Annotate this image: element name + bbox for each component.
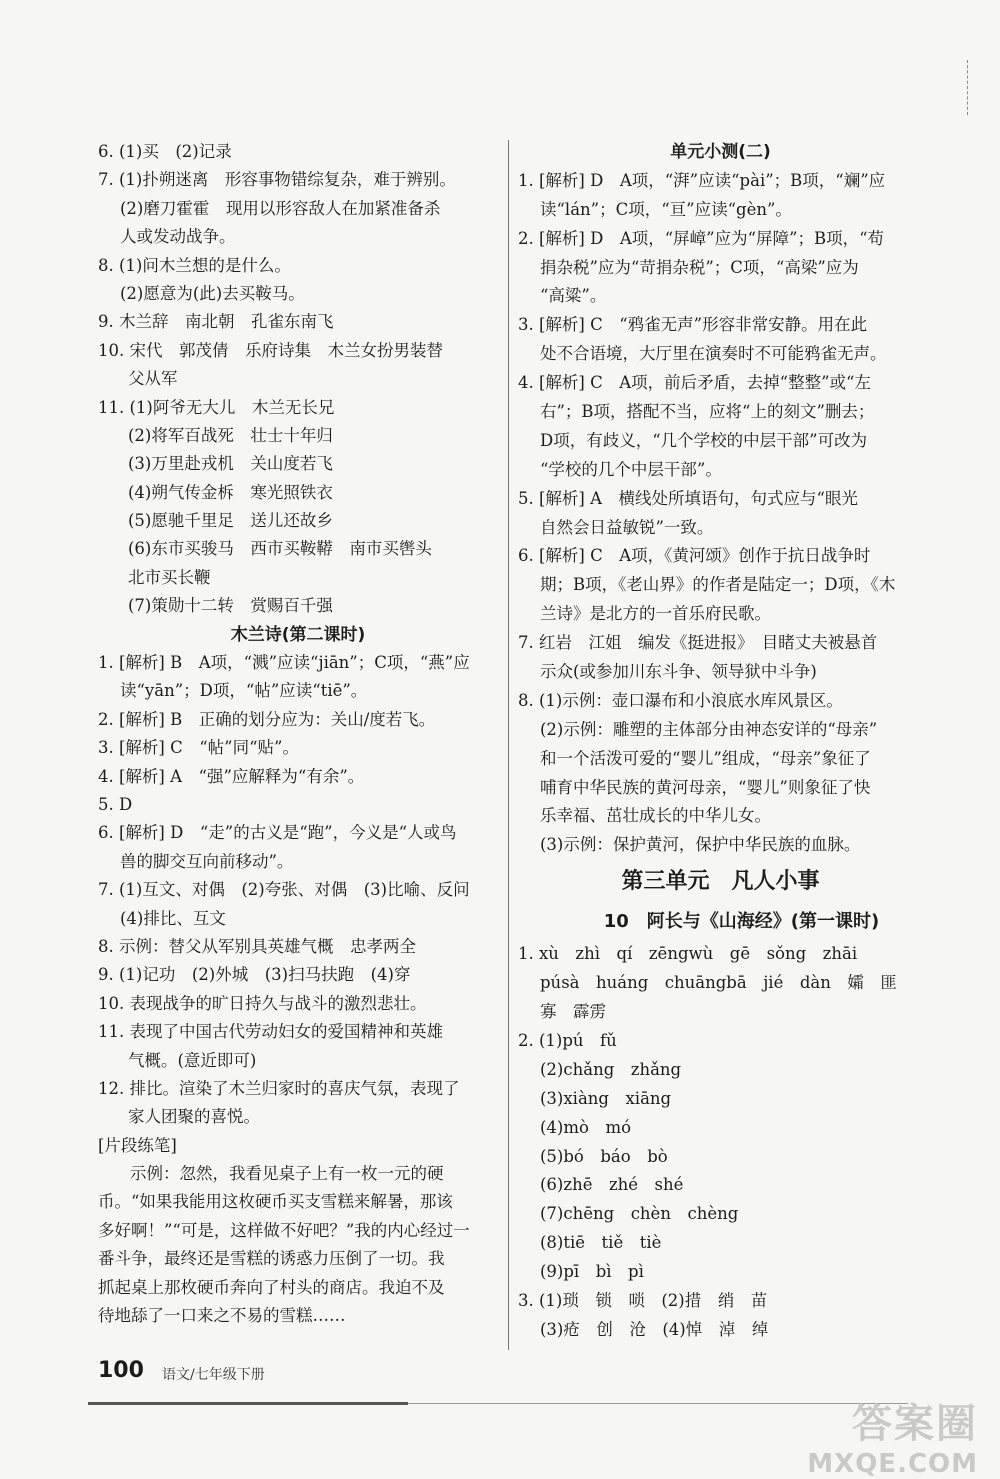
text-line: púsà huáng chuāngbā jié dàn 孀 匪 — [540, 973, 897, 993]
text-line: 5. D — [98, 794, 133, 814]
text-line: [片段练笔] — [98, 1135, 177, 1155]
text-line: 9. (1)记功 (2)外城 (3)扫马扶跑 (4)穿 — [98, 965, 411, 985]
text-line: (3)xiàng xiāng — [540, 1088, 672, 1108]
text-line: 右”；B项，搭配不当，应将“上的刻文”删去； — [540, 402, 875, 422]
text-line: (5)bó báo bò — [540, 1146, 668, 1166]
text-line: (4)排比、互文 — [120, 908, 226, 928]
text-line: 6. [解析] C A项，《黄河颂》创作于抗日战争时 — [518, 546, 871, 566]
text-line: 和一个活泼可爱的“婴儿”组成，“母亲”象征了 — [540, 748, 871, 768]
text-line: 乐幸福、茁壮成长的中华儿女。 — [540, 806, 771, 826]
text-line: 2. (1)pú fǔ — [518, 1030, 617, 1050]
text-line: 抓起桌上那枚硬币奔向了村头的商店。我迫不及 — [98, 1277, 445, 1297]
text-line: 6. [解析] D “走”的古义是“跑”，今义是“人或鸟 — [98, 823, 457, 843]
text-line: 11. 表现了中国古代劳动妇女的爱国精神和英雄 — [98, 1022, 443, 1042]
text-line: (3)示例：保护黄河，保护中华民族的血脉。 — [540, 835, 861, 855]
text-line: 8. (1)问木兰想的是什么。 — [98, 255, 291, 275]
text-line: 家人团聚的喜悦。 — [128, 1107, 260, 1127]
text-line: 2. [解析] B 正确的划分应为：关山/度若飞。 — [98, 709, 436, 729]
section-heading: 第三单元 凡人小事 — [621, 869, 820, 895]
text-line: 北市买长鞭 — [128, 567, 211, 587]
text-line: 7. (1)扑朔迷离 形容事物错综复杂，难于辨别。 — [98, 170, 456, 190]
text-line: (2)示例：雕塑的主体部分由神态安详的“母亲” — [540, 719, 878, 739]
text-line: 10. 表现战争的旷日持久与战斗的激烈悲壮。 — [98, 993, 427, 1013]
text-line: (3)万里赴戎机 关山度若飞 — [128, 454, 333, 474]
text-line: (7)策勋十二转 赏赐百千强 — [128, 596, 333, 616]
text-line: (2)磨刀霍霍 现用以形容敌人在加紧准备杀 — [120, 198, 441, 218]
text-line: “高粱”。 — [540, 286, 607, 306]
text-line: 期；B项，《老山界》的作者是陆定一；D项，《木 — [540, 575, 896, 595]
text-line: 1. [解析] B A项，“溅”应读“jiān”；C项，“燕”应 — [98, 653, 470, 673]
text-line: 示例：忽然，我看见桌子上有一枚一元的硬 — [130, 1164, 444, 1184]
text-line: 3. [解析] C “鸦雀无声”形容非常安静。用在此 — [518, 315, 868, 335]
text-line: 4. [解析] C A项，前后矛盾，去掉“整整”或“左 — [518, 373, 871, 393]
text-line: (6)东市买骏马 西市买鞍鞯 南市买辔头 — [128, 539, 432, 559]
text-line: 6. (1)买 (2)记录 — [98, 142, 232, 161]
text-line: 2. [解析] D A项，“屏嶂”应为“屏障”；B项，“苟 — [518, 228, 885, 248]
page-edge-mark — [967, 60, 970, 115]
text-line: 12. 排比。渲染了木兰归家时的喜庆气氛，表现了 — [98, 1078, 460, 1098]
text-line: 番斗争，最终还是雪糕的诱惑力压倒了一切。我 — [98, 1249, 445, 1269]
text-line: 父从军 — [128, 369, 178, 389]
text-line: “学校的几个中层干部”。 — [540, 459, 722, 479]
watermark-url: MXQE.COM — [807, 1449, 978, 1479]
text-line: 捐杂税”应为“苛捐杂税”；C项，“高梁”应为 — [540, 257, 859, 277]
text-line: 4. [解析] A “强”应解释为“有余”。 — [98, 766, 365, 786]
section-heading: 木兰诗(第二课时) — [230, 624, 366, 645]
text-line: 气概。(意近即可) — [128, 1050, 257, 1070]
text-line: 待地舔了一口来之不易的雪糕…… — [98, 1306, 346, 1326]
text-line: (2)将军百战死 壮士十年归 — [128, 425, 333, 445]
section-heading: 10 阿长与《山海经》(第一课时) — [603, 911, 880, 933]
left-column — [98, 138, 498, 1330]
text-line: (5)愿驰千里足 送儿还故乡 — [128, 511, 333, 531]
text-line: 5. [解析] A 横线处所填语句，句式应与“眼光 — [518, 488, 858, 508]
text-line: (8)tiē tiě tiè — [540, 1233, 662, 1253]
text-line: 币。“如果我能用这枚硬币买支雪糕来解暑，那该 — [98, 1192, 453, 1212]
text-line: 3. (1)琐 锁 唢 (2)措 绡 苗 — [518, 1290, 768, 1310]
text-line: 处不合语境，大厅里在演奏时不可能鸦雀无声。 — [540, 344, 887, 364]
text-line: 寡 霹雳 — [540, 1002, 606, 1022]
text-line: 兰诗》是北方的一首乐府民歌。 — [540, 604, 771, 624]
section-heading: 单元小测(二) — [670, 142, 771, 162]
text-line: 8. (1)示例：壶口瀑布和小浪底水库风景区。 — [518, 690, 843, 710]
text-line: 8. 示例：替父从军别具英雄气概 忠孝两全 — [98, 936, 416, 956]
text-line: (9)pī bì pì — [540, 1262, 644, 1282]
text-line: (4)mò mó — [540, 1117, 632, 1137]
text-line: D项，有歧义，“几个学校的中层干部”可改为 — [540, 430, 868, 450]
footer-rule — [88, 1402, 408, 1405]
text-line: 1. [解析] D A项，“湃”应读“pài”；B项，“斓”应 — [518, 170, 886, 190]
text-line: 哺育中华民族的黄河母亲，“婴儿”则象征了快 — [540, 777, 871, 797]
right-column — [518, 138, 923, 1345]
text-line: 示众(或参加川东斗争、领导狱中斗争) — [540, 662, 817, 682]
text-line: 多好啊！”“可是，这样做不好吧？”我的内心经过一 — [98, 1220, 470, 1240]
text-line: 3. [解析] C “帖”同“贴”。 — [98, 738, 299, 758]
text-line: (6)zhē zhé shé — [540, 1175, 684, 1195]
text-line: 自然会日益敏锐”一致。 — [540, 517, 714, 537]
text-line: 1. xù zhì qí zēngwù gē sǒng zhāi — [518, 944, 858, 964]
text-line: 7. (1)互文、对偶 (2)夸张、对偶 (3)比喻、反问 — [98, 880, 470, 900]
column-divider — [508, 140, 509, 1350]
subject-label: 语文/七年级下册 — [162, 1367, 265, 1383]
text-line: 人或发动战争。 — [120, 227, 236, 247]
text-line: 11. (1)阿爷无大儿 木兰无长兄 — [98, 397, 335, 417]
watermark — [807, 1392, 978, 1479]
page-number: 100 — [98, 1358, 144, 1383]
text-line: 10. 宋代 郭茂倩 乐府诗集 木兰女扮男装替 — [98, 340, 443, 360]
text-line: 9. 木兰辞 南北朝 孔雀东南飞 — [98, 312, 334, 332]
text-line: (4)朔气传金柝 寒光照铁衣 — [128, 482, 333, 502]
text-line: (3)疮 创 沧 (4)悼 淖 绰 — [540, 1319, 769, 1339]
text-line: 兽的脚交互向前移动”。 — [120, 851, 294, 871]
text-line: (2)chǎng zhǎng — [540, 1059, 682, 1079]
text-line: (7)chēng chèn chèng — [540, 1204, 739, 1224]
watermark-logo-text: 答案圈 — [852, 1401, 978, 1447]
text-line: 读“yān”；D项，“帖”应读“tiē”。 — [120, 681, 368, 701]
text-line: 读“lán”；C项，“亘”应读“gèn”。 — [540, 199, 792, 219]
text-line: 7. 红岩 江姐 编发《挺进报》 目睹丈夫被悬首 — [518, 633, 878, 653]
text-line: (2)愿意为(此)去买鞍马。 — [120, 283, 305, 303]
